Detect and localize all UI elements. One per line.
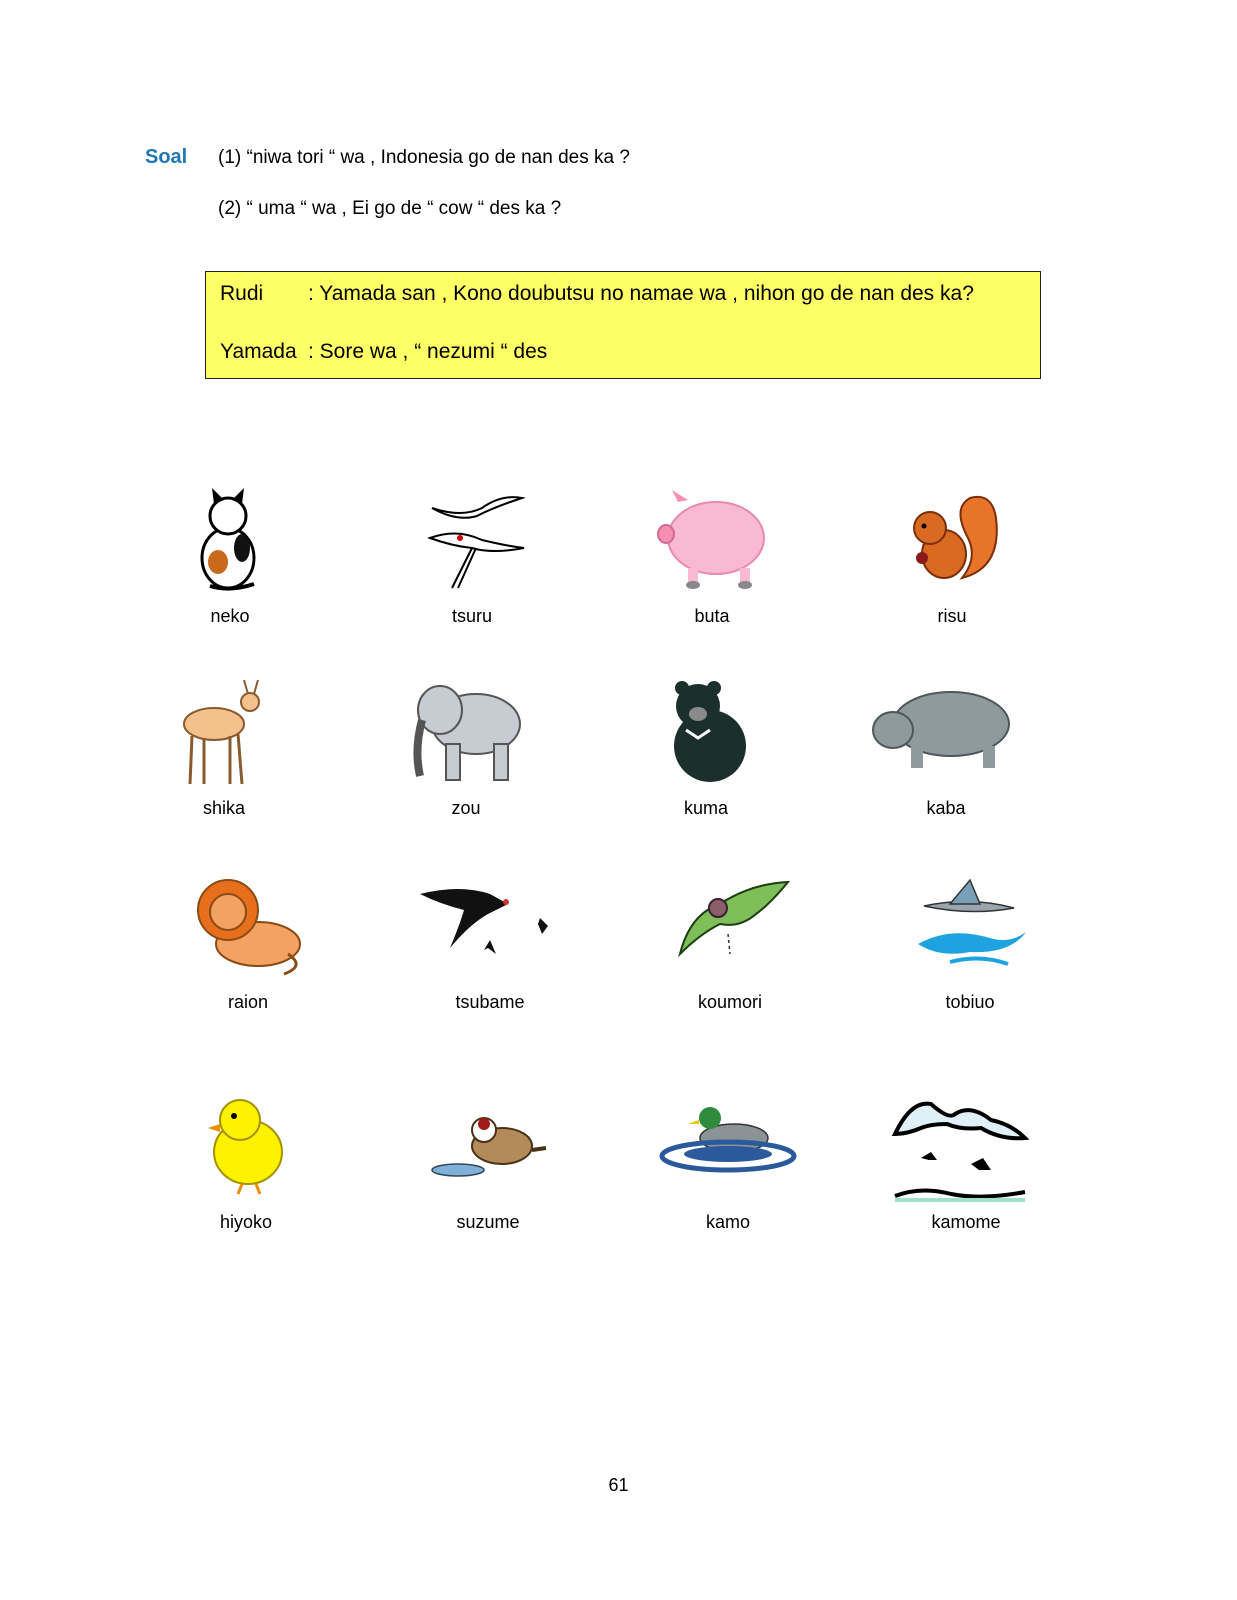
animal-card — [630, 874, 830, 1034]
chick-icon — [186, 1094, 306, 1199]
animal-card — [388, 1094, 588, 1254]
animal-name: risu — [937, 606, 967, 626]
animal-card — [628, 1094, 828, 1254]
seagull-icon — [886, 1094, 1036, 1204]
bear-icon — [646, 680, 766, 785]
animal-card — [366, 680, 566, 840]
animal-name: kamo — [705, 1212, 750, 1232]
animal-card — [866, 1094, 1066, 1254]
animal-name: raion — [227, 992, 269, 1012]
dialog-speaker: Rudi — [220, 282, 264, 305]
soal-label: Soal — [145, 146, 188, 168]
elephant-icon — [406, 680, 526, 785]
page-number: 61 — [608, 1475, 629, 1495]
hippo-icon — [866, 680, 1016, 785]
animal-name: tobiuo — [945, 992, 995, 1012]
animal-card — [390, 874, 590, 1034]
dialog-text: : Yamada san , Kono doubutsu no namae wa , nihon go de nan des ka? — [308, 282, 974, 305]
animal-name: kamome — [931, 1212, 1001, 1232]
animal-name: tsuru — [451, 606, 493, 626]
dialog-box — [205, 271, 1041, 379]
animal-name: suzume — [456, 1212, 520, 1232]
animal-name: buta — [694, 606, 730, 626]
animal-card — [146, 1094, 346, 1254]
animal-name: hiyoko — [219, 1212, 273, 1232]
pig-icon — [652, 488, 772, 593]
animal-name: shika — [202, 798, 246, 818]
duck-icon — [648, 1094, 808, 1199]
animal-card — [846, 680, 1046, 840]
animal-card — [372, 488, 572, 648]
animal-card — [852, 488, 1052, 648]
animal-name: kaba — [926, 798, 966, 818]
animal-name: tsubame — [455, 992, 525, 1012]
animal-name: zou — [451, 798, 481, 818]
question-2: (2) “ uma “ wa , Ei go de “ cow “ des ka ? — [218, 198, 562, 219]
sparrow-icon — [428, 1094, 548, 1199]
animal-card — [606, 680, 806, 840]
cat-icon — [170, 488, 290, 593]
dialog-speaker: Yamada — [220, 340, 297, 363]
squirrel-icon — [892, 488, 1012, 593]
animal-card — [612, 488, 812, 648]
bat-icon — [670, 874, 790, 979]
crane-icon — [412, 488, 532, 593]
lion-icon — [188, 874, 308, 979]
animal-name: neko — [210, 606, 250, 626]
animal-card — [148, 874, 348, 1034]
animal-name: koumori — [697, 992, 763, 1012]
dialog-text: : Sore wa , “ nezumi “ des — [308, 340, 548, 363]
animal-card — [130, 488, 330, 648]
animal-card — [870, 874, 1070, 1034]
animal-name: kuma — [683, 798, 728, 818]
animal-card — [124, 680, 324, 840]
flying-fish-icon — [910, 874, 1030, 979]
swallow-icon — [410, 874, 570, 979]
deer-icon — [164, 680, 284, 785]
question-1: (1) “niwa tori “ wa , Indonesia go de nan des ka ? — [218, 147, 630, 168]
